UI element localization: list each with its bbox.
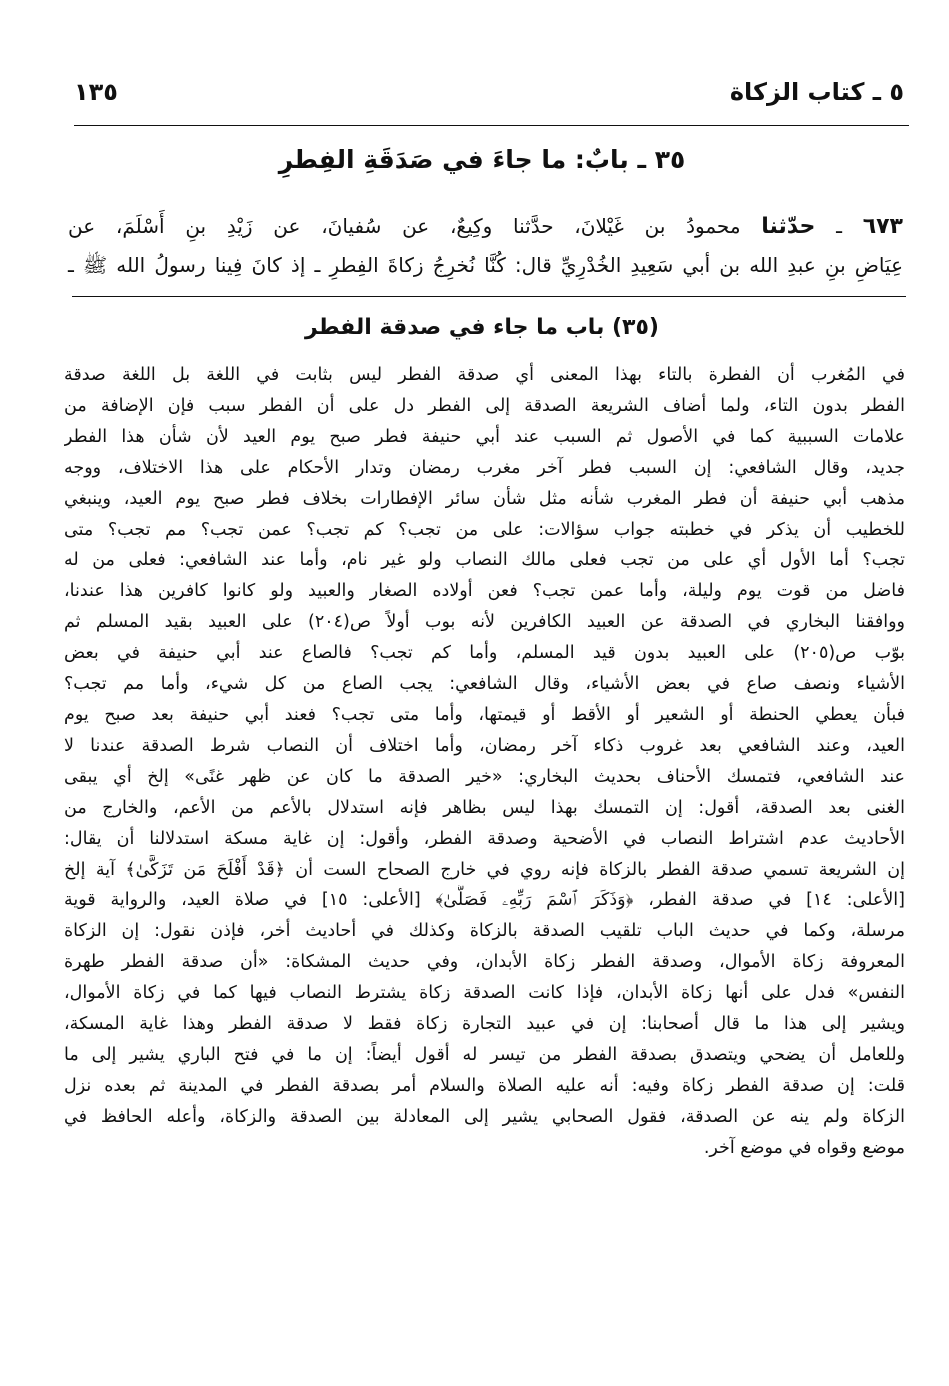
commentary-line: الأحاديث عدم اشتراط النصاب في الأضحية وصدقة الفطر، وأقول: إن غاية مسكة استدلالنا أن يقال:	[64, 828, 905, 849]
commentary-line: مذهب أبي حنيفة أن فطر المغرب شأنه مثل شأن سائر الإفطارات بخلاف فطر صبح يوم العيد، وينبغي	[64, 488, 905, 509]
commentary-line: في المُغرب أن الفطرة بالتاء بهذا المعنى أي صدقة الفطر ليس بثابت في اللغة بل اللغة صدقة	[64, 365, 905, 385]
commentary-line: العيد، وعند الشافعي بعد غروب ذكاء آخر رمضان، وأما اختلاف أن النصاب شرط الصدقة عندنا لا	[64, 735, 905, 756]
commentary-line: [الأعلى: ١٤] في صدقة الفطر، ﴿وَذَكَرَ ٱسْمَ رَبِّهِۦ فَصَلَّىٰ﴾ [الأعلى: ١٥] في صلاة العيد، والرواية قوية	[64, 890, 905, 911]
commentary-text	[64, 360, 905, 1164]
hadith-keyword: حدّثنا	[761, 214, 816, 239]
commentary-line: علامات السببية كما في الأصول ثم السبب عند أبي حنيفة فطر صبح يوم العيد لأن شأن هذا الفطر	[64, 426, 905, 447]
commentary-line: قلت: إن صدقة الفطر زكاة وفيه: أنه عليه الصلاة والسلام أمر بصدقة الفطر في المدينة ثم بعده نزل	[64, 1075, 905, 1096]
running-header	[74, 78, 904, 118]
hadith-line: ٦٧٣ ـ حدّثنا محمودُ بن غَيْلانَ، حدَّثنا وكِيعٌ، عن سُفيانَ، عن زَيْدِ بنِ أَسْلَمَ، عن	[68, 214, 903, 239]
chapter-heading: ٣٥ ـ بابٌ: ما جاءَ في صَدَقَةِ الفِطرِ	[278, 145, 686, 174]
commentary-line: النفس» فدل على أنها زكاة الأبدان، فإذا كانت الصدقة زكاة يشترط النصاب فيها كما في زكاة الأموال،	[64, 983, 905, 1004]
commentary-line: بوّب ص(٢٠٥) على العبيد بدون قيد المسلم، وأما كم تجب؟ فالصاع عند أبي حنيفة في بعض	[64, 643, 905, 664]
commentary-line: ووافقنا البخاري في الصدقة عن العبيد الكافرين لأنه بوب أولاً ص(٢٠٤) على العبيد بقيد المسلم ثم	[64, 612, 905, 633]
commentary-line: جديد، وقال الشافعي: إن السبب فطر آخر مغرب رمضان وتدار الأحكام على هذا الاختلاف، ووجه	[64, 457, 905, 478]
commentary-line: فاضل من قوت يوم وليلة، وأما عمن تجب؟ فعن أولاده الصغار والعبيد ولو كانوا كافرين هذا عندنا،	[64, 581, 905, 602]
section-divider	[72, 296, 906, 297]
commentary-line: فبأن يعطي الحنطة أو الشعير أو الأقط أو قيمتها، وأما متى تجب؟ فعند أبي حنيفة بعد صبح يوم	[64, 704, 905, 725]
commentary-line: عند الشافعي، فتمسك الأحناف بحديث البخاري: «خير الصدقة ما كان عن ظهر غنًى» إلخ أي يبقى	[64, 766, 905, 787]
commentary-line: تجب؟ أما الأول أي على من تجب فعلى مالك النصاب ولو غير نام، وأما عند الشافعي: فعلى من له	[64, 550, 905, 571]
running-title: ٥ ـ كتاب الزكاة	[729, 78, 904, 106]
commentary-line: للخطيب أن يذكر في خطبته جواب سؤالات: على من تجب؟ كم تجب؟ عمن تجب؟ مم تجب؟ متى	[64, 519, 905, 540]
hadith-text	[68, 207, 903, 285]
commentary-heading: (٣٥) باب ما جاء في صدقة الفطر	[305, 315, 659, 340]
commentary-line: الغنى بعد الصدقة، أقول: إن التمسك بهذا ليس بظاهر فإنه استدلال بالأعم من الأعم، والخارج من	[64, 797, 905, 818]
commentary-line: الفطر بدون التاء، ولما أضاف الشريعة الصدقة إلى الفطر دل على أن الفطر سبب فإن الإضافة من	[64, 395, 905, 416]
commentary-line: الأشياء ونصف صاع في بعض الأشياء، وقال الشافعي: يجب الصاع من كل شيء، وأما مم تجب؟	[64, 674, 905, 695]
page-number: ١٣٥	[74, 78, 118, 106]
header-rule	[74, 125, 909, 126]
commentary-line: مرسلة، وكما في حديث الباب تلقيب الصدقة بالزكاة وكذلك في أحاديث أخر، فإذن نقول: إن الزكاة	[64, 921, 905, 942]
commentary-line: الزكاة ولم ينه عن الصدقة، فقول الصحابي يشير إلى المعادلة بين الصدقة والزكاة، وأعله الحافظ في	[64, 1106, 905, 1127]
hadith-number: ٦٧٣	[862, 214, 903, 239]
commentary-line: وللعامل أن يضحي ويتصدق بصدقة الفطر من تيسر له أقول أيضاً: إن ما في فتح الباري يشير إلى ما	[64, 1044, 905, 1065]
hadith-line-text: محمودُ بن غَيْلانَ، حدَّثنا وكِيعٌ، عن سُفيانَ، عن زَيْدِ بنِ أَسْلَمَ، عن	[68, 214, 741, 238]
hadith-line: عِيَاضِ بنِ عبدِ الله بن أبي سَعِيدِ الخُدْرِيِّ قال: كُنَّا نُخرِجُ زكاةَ الفِطرِ ـ إذ كانَ فِينا رسولُ الله ﷺ ـ	[68, 253, 903, 277]
commentary-line: موضع وقواه في موضع آخر.	[703, 1137, 905, 1158]
commentary-line: إن الشريعة تسمي صدقة الفطر بالزكاة فإنه روي في خارج الصحاح الست أن ﴿قَدْ أَفْلَحَ مَن تَزَكَّىٰ﴾ آية إلخ	[64, 859, 905, 880]
commentary-line: المعروفة زكاة الأموال، وصدقة الفطر زكاة الأبدان، وفي حديث المشكاة: «أن صدقة الفطر طهرة	[64, 952, 905, 973]
commentary-line: ويشير إلى هذا ما قال أصحابنا: إن في عبيد التجارة زكاة فقط لا صدقة الفطر وهذا غاية المسكة،	[64, 1014, 905, 1035]
